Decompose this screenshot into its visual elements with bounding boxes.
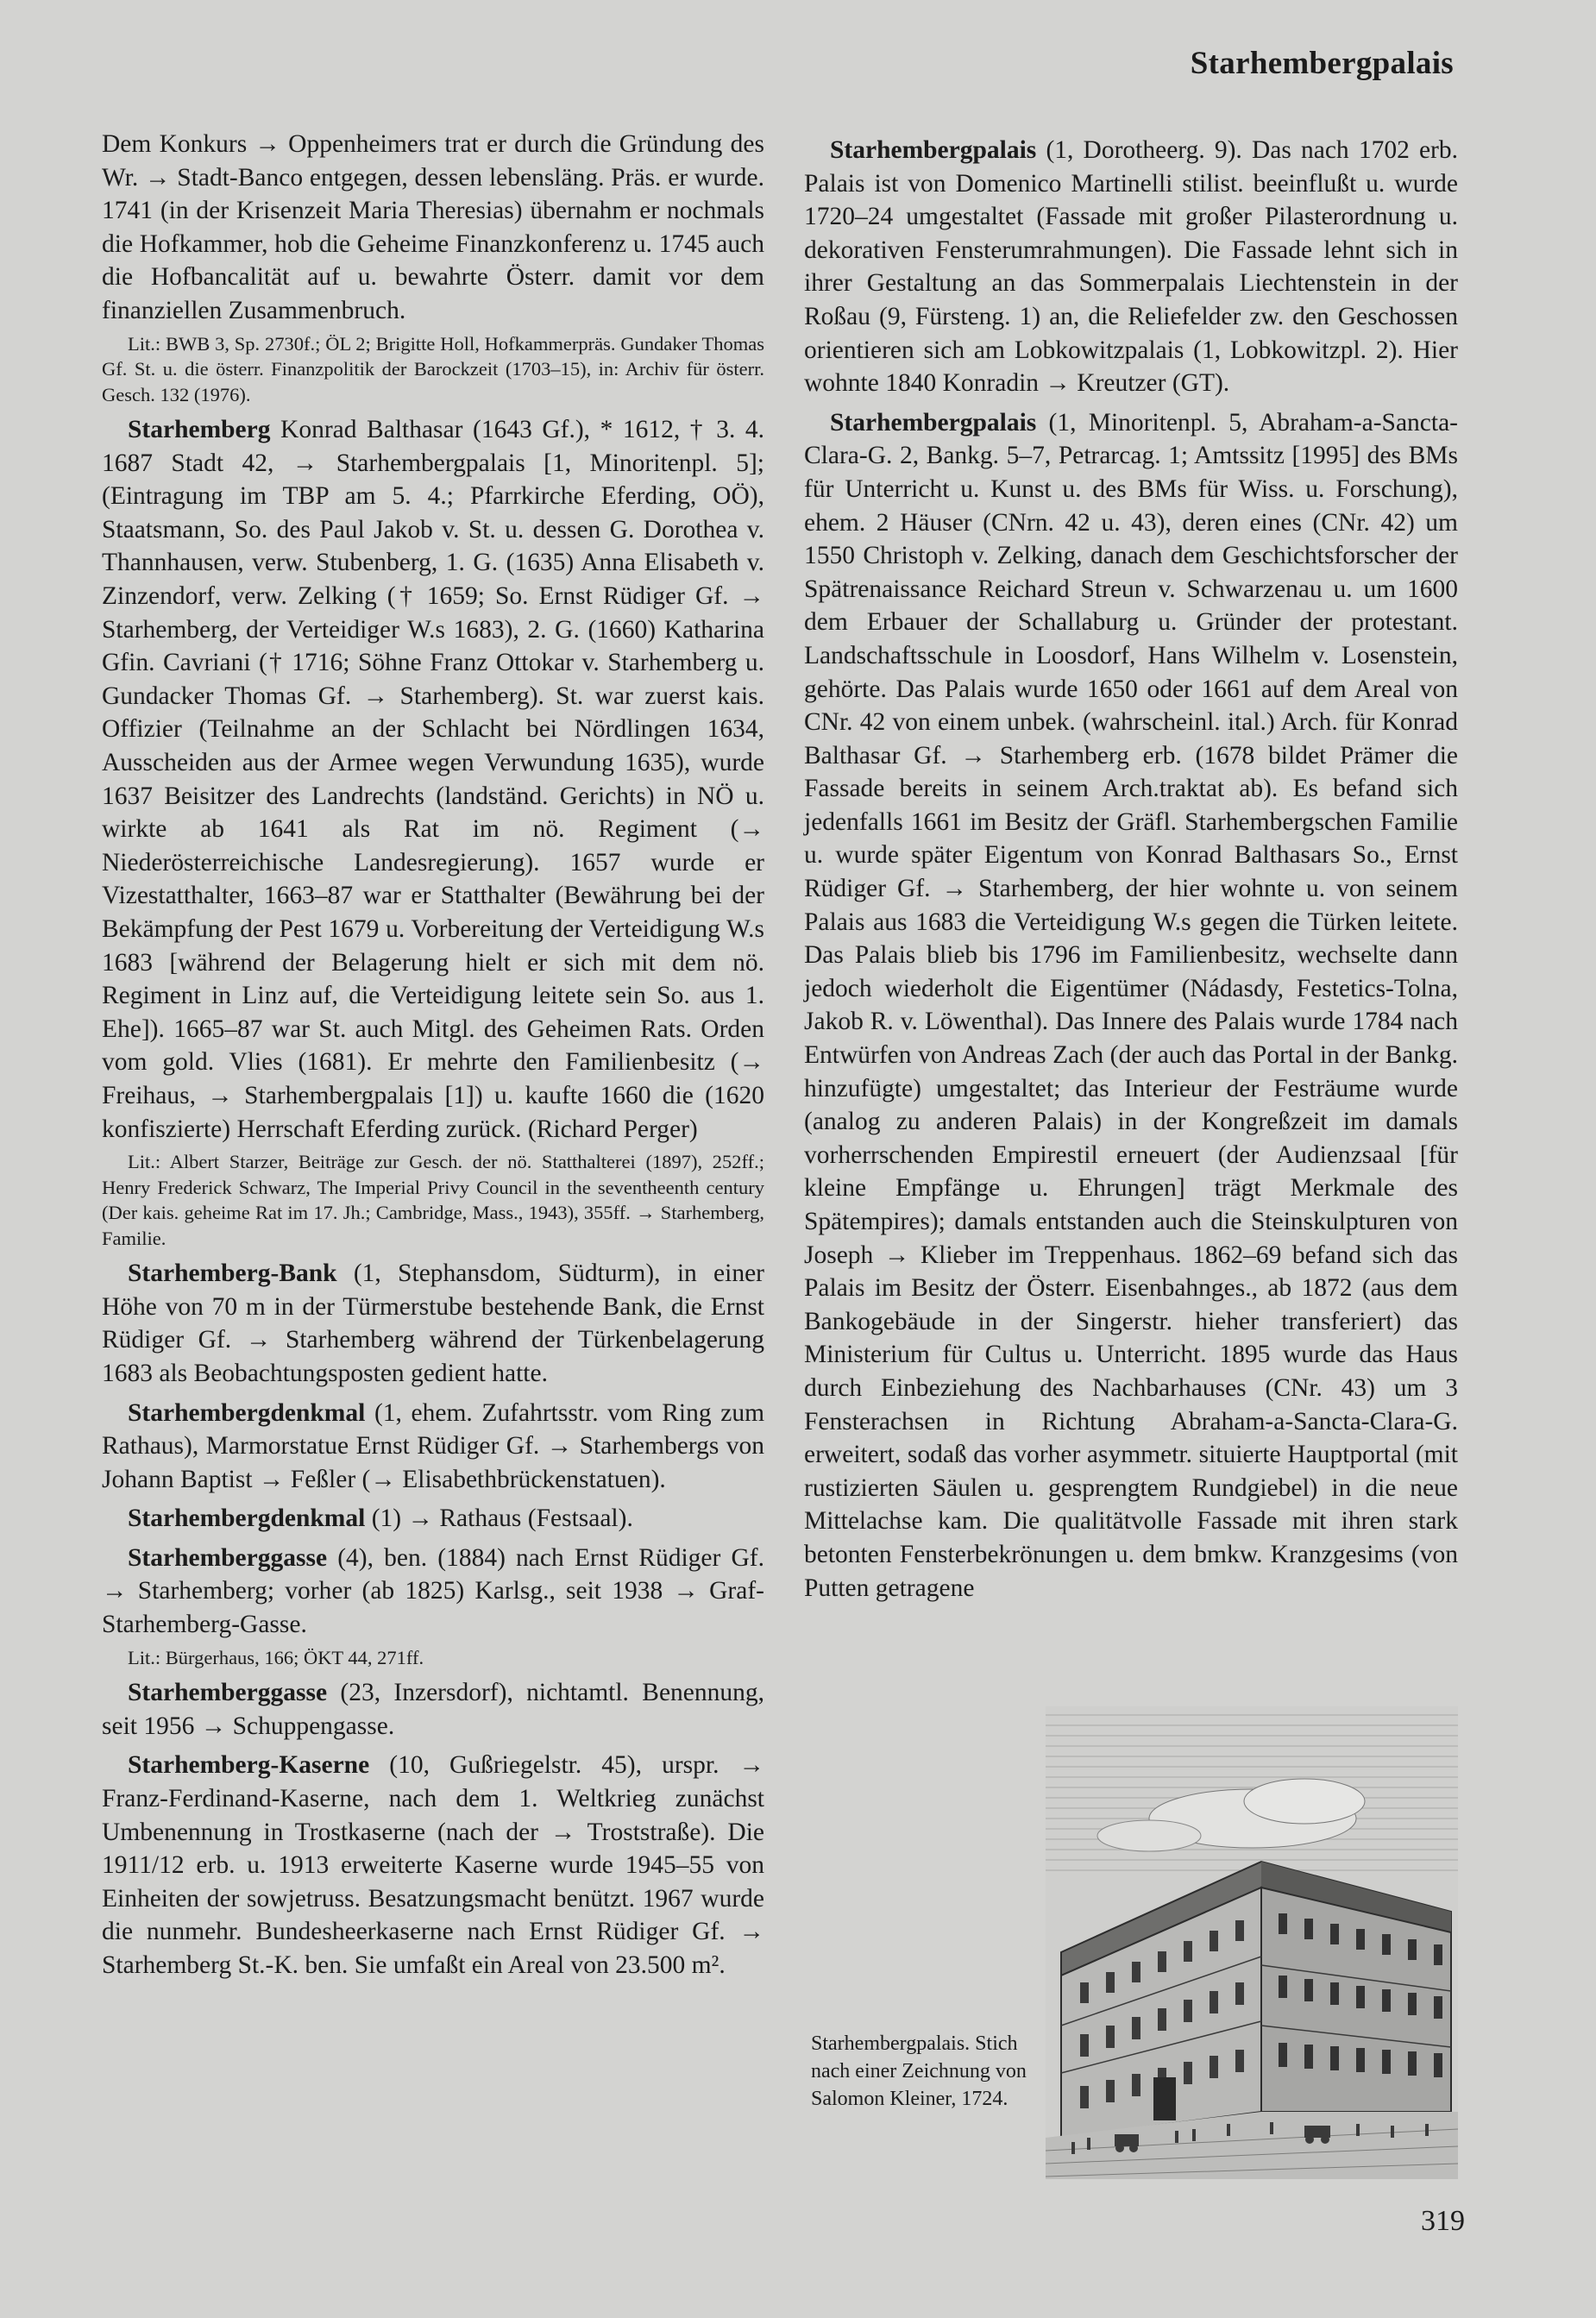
entry-text: (23, Inzersdorf), nichtamtl. Benennung, seit 1956 → Schuppengasse. <box>102 1679 764 1740</box>
entry-starhemberg <box>102 413 764 1146</box>
palais-engraving-image <box>1046 1706 1458 2179</box>
left-column <box>102 128 764 1982</box>
entry-text: (1, Stephansdom, Südturm), in einer Höhe von 70 m in der Türmerstube bestehende Bank, die Ernst Rüdiger Gf. → Starhemberg während der Türkenbelagerung 1683 als Beobachtungsposten gedient hatte. <box>102 1260 765 1387</box>
entry-text: (10, Gußriegelstr. 45), urspr. → Franz-Ferdinand-Kaserne, nach dem 1. Weltkrieg zunächst Umbenennung in Trostkaserne (nach der → Troststraße). Die 1911/12 erb. u. 1913 erweiterte Kaserne wurde 1945–55 von Einheiten der sowjetruss. Besatzungsmacht benützt. 1967 wurde die nunmehr. Bundesheerkaserne nach Ernst Rüdiger Gf. → Starhemberg St.-K. ben. Sie umfaßt ein Areal von 23.500 m². <box>102 1751 765 1979</box>
entry-starhembergdenkmal-2 <box>102 1502 764 1536</box>
entry-text: Konrad Balthasar (1643 Gf.), * 1612, † 3. 4. 1687 Stadt 42, → Starhembergpalais [1, Minoritenpl. 5]; (Eintragung im TBP am 5. 4.; Pfarrkirche Eferding, OÖ), Staatsmann, So. des Paul Jakob v. St. u. dessen G. Dorothea v. Thannhausen, verw. Stubenberg, 1. G. (1635) Anna Elisabeth v. Zinzendorf, verw. Zelking († 1659; So. Ernst Rüdiger Gf. → Starhemberg, der Verteidiger W.s 1683), 2. G. (1660) Katharina Gfin. Cavriani († 1716; Söhne Franz Ottokar v. Starhemberg u. Gundacker Thomas Gf. → Starhemberg). St. war zuerst kais. Offizier (Teilnahme an der Schlacht bei Nördlingen 1634, Ausscheiden aus der Armee wegen Verwundung 1635), wurde 1637 Beisitzer des Landrechts (landständ. Gerichts) in NÖ u. wirkte ab 1641 als Rat im nö. Regiment (→ Niederösterreichische Landesregierung). 1657 wurde er Vizestatthalter, 1663–87 war er Statthalter (Bewährung bei der Bekämpfung der Pest 1679 u. Vorbereitung der Verteidigung W.s 1683 [während der Belagerung hielt er sich mit dem nö. Regiment in Linz auf, die Verteidigung leitete sein So. aus 1. Ehe]). 1665–87 war St. auch Mitgl. des Geheimen Rats. Orden vom gold. Vlies (1681). Er mehrte den Familienbesitz (→ Freihaus, → Starhembergpalais [1]) u. kaufte 1660 die (1620 konfiszierte) Herrschaft Eferding zurück. (Richard Perger) <box>102 416 765 1143</box>
right-column <box>804 128 1458 1605</box>
entry-text: (1, Minoritenpl. 5, Abraham-a-Sancta-Clara-G. 2, Bankg. 5–7, Petrarcag. 1; Amtssitz [1995] des BMs für Unterricht u. Kunst u. des BMs für Wiss. u. Forschung), ehem. 2 Häuser (CNrn. 42 u. 43), deren eines (CNr. 42) um 1550 Christoph v. Zelking, danach dem Geschichtsforscher der Spätrenaissance Reichard Streun v. Schwarzenau u. um 1600 dem Erbauer der Schallaburg u. Gründer der protestant. Landschaftsschule in Loosdorf, Hans Wilhelm v. Losenstein, gehörte. Das Palais wurde 1650 oder 1661 auf dem Areal von CNr. 42 von einem unbek. (wahrscheinl. ital.) Arch. für Konrad Balthasar Gf. → Starhemberg erb. (1678 bildet Prämer die Fassade bereits in seinem Arch.traktat ab). Es befand sich jedenfalls 1661 im Besitz der Gräfl. Starhembergschen Familie u. wurde später Eigentum von Konrad Balthasars So., Ernst Rüdiger Gf. → Starhemberg, der hier wohnte u. von seinem Palais aus 1683 die Verteidigung W.s gegen die Türken leitete. Das Palais blieb bis 1796 im Familienbesitz, wechselte dann jedoch wiederholt die Eigentümer (Nádasdy, Festetics-Tolna, Jakob R. v. Löwenthal). Das Innere des Palais wurde 1784 nach Entwürfen von Andreas Zach (der auch das Portal in der Bankg. hinzufügte) umgestaltet; das Interieur der Festräume wurde (analog zu anderen Palais) in der Kongreßzeit im damals vorherrschenden Empirestil erneuert (der Audienzsaal [für kleine Empfänge u. Ehrungen] trägt Merkmale des Spätempires); damals entstanden auch die Steinskulpturen von Joseph → Klieber im Treppenhaus. 1862–69 befand sich das Palais im Besitz der Österr. Eisenbahnges., ab 1872 (aus dem Bankogebäude in der Singerstr. hieher transferiert) das Ministerium für Cultus u. Unterricht. 1895 wurde das Haus durch Einbeziehung des Nachbarhauses (CNr. 43) um 3 Fensterachsen in Richtung Abraham-a-Sancta-Clara-G. erweitert, sodaß das vorher asymmetr. situierte Hauptportal (mit rustizierten Säulen u. gesprengtem Rundgiebel) in die neue Mittelachse kam. Die qualitätvolle Fassade mit ihren stark betonten Fensterbekrönungen u. dem bmkw. Kranzgesims (von Putten getragene <box>804 408 1458 1602</box>
entry-text: (4), ben. (1884) nach Ernst Rüdiger Gf. → Starhemberg; vorher (ab 1825) Karlsg., seit 1938 → Graf-Starhemberg-Gasse. <box>102 1543 765 1639</box>
entry-starhembergpalais-dorotheerg <box>804 134 1458 400</box>
entry-headword: Starhembergpalais <box>830 408 1037 437</box>
entry-text: (1, Dorotheerg. 9). Das nach 1702 erb. Palais ist von Domenico Martinelli stilist. beeinflußt u. wurde 1720–24 umgestaltet (Fassade mit großer Pilasterordnung u. dekorativen Fensterumrahmungen). Die Fassade lehnt sich in ihrer Gestaltung an das Sommerpalais Liechtenstein in der Roßau (9, Fürsteng. 1) an, die Reliefelder zw. den Geschossen orientieren sich am Lobkowitzpalais (1, Lobkowitzpl. 2). Hier wohnte 1840 Konradin → Kreutzer (GT). <box>804 136 1459 398</box>
entry-headword: Starhemberggasse <box>128 1679 328 1707</box>
entry-text: (1) → Rathaus (Festsaal). <box>371 1505 633 1533</box>
running-header: Starhembergpalais <box>1190 46 1454 81</box>
entry-headword: Starhembergpalais <box>830 136 1037 164</box>
literature-note: Lit.: Bürgerhaus, 166; ÖKT 44, 271ff. <box>128 1646 424 1668</box>
entry-starhemberggasse-4 <box>102 1542 764 1642</box>
entry-headword: Starhemberggasse <box>128 1543 328 1572</box>
entry-continuation: Dem Konkurs → Oppenheimers trat er durch die Gründung des Wr. → Stadt-Banco entgegen, dessen lebensläng. Präs. er wurde. 1741 (in der Krisenzeit Maria Theresias) übernahm er nochmals die Hofkammer, hob die Geheime Finanzkonferenz u. 1745 auch die Hofbancalität auf u. bewahrte Österr. damit vor dem finanziellen Zusammenbruch. <box>102 130 764 324</box>
entry-starhembergdenkmal-1 <box>102 1397 764 1497</box>
entry-headword: Starhemberg <box>128 416 271 444</box>
entry-starhemberg-kaserne <box>102 1749 764 1982</box>
entry-headword: Starhembergdenkmal <box>128 1398 366 1427</box>
literature-note: Lit.: Albert Starzer, Beiträge zur Gesch. der nö. Statthalterei (1897), 252ff.; Henry Frederick Schwarz, The Imperial Privy Council in the seventheenth century (Der kais. geheime Rat im 17. Jh.; Cambridge, Mass., 1943), 355ff. → Starhemberg, Familie. <box>102 1151 764 1249</box>
entry-starhemberg-bank <box>102 1257 764 1390</box>
figure-caption: Starhembergpalais. Stich nach einer Zeichnung von Salomon Kleiner, 1724. <box>811 2032 1027 2110</box>
engraving-illustration <box>1046 1706 1458 2179</box>
entry-headword: Starhemberg-Kaserne <box>128 1751 370 1780</box>
entry-text: (1, ehem. Zufahrtsstr. vom Ring zum Rathaus), Marmorstatue Ernst Rüdiger Gf. → Starhembergs von Johann Baptist → Feßler (→ Elisabethbrückenstatuen). <box>102 1398 765 1493</box>
entry-headword: Starhemberg-Bank <box>128 1260 337 1288</box>
entry-headword: Starhembergdenkmal <box>128 1505 366 1533</box>
page-number: 319 <box>1421 2205 1465 2237</box>
entry-starhembergpalais-minoritenpl <box>804 406 1458 1605</box>
entry-starhemberggasse-23 <box>102 1676 764 1743</box>
literature-note: Lit.: BWB 3, Sp. 2730f.; ÖL 2; Brigitte Holl, Hofkammerpräs. Gundaker Thomas Gf. St. u. die österr. Finanzpolitik der Barockzeit (1703–15), in: Archiv für österr. Gesch. 132 (1976). <box>102 332 764 405</box>
